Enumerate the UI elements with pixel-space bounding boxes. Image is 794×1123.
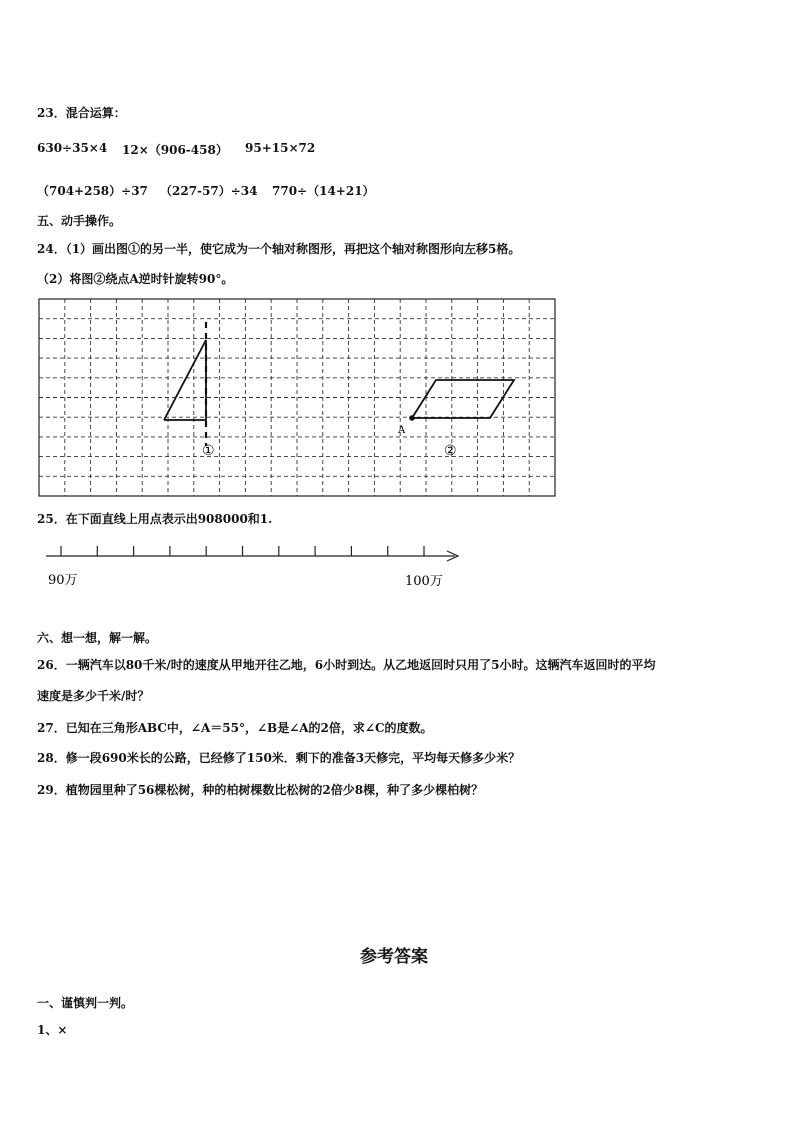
q23-expr-3: 95+15×72 xyxy=(245,141,316,155)
q29-text: 29．植物园里种了56棵松树，种的柏树棵数比松树的2倍少8棵，种了多少棵柏树？ xyxy=(37,783,484,797)
section-5-heading: 五、动手操作。 xyxy=(37,214,122,228)
q26-line-2: 速度是多少千米/时？ xyxy=(37,689,150,703)
figure-1-half-triangle xyxy=(164,322,206,446)
q23-expr-4: （704+258）÷37 xyxy=(37,184,148,198)
right-label-100-wan: 100万 xyxy=(405,574,443,589)
number-line-ticks xyxy=(61,546,424,556)
q27-text: 27．已知在三角形ABC中，∠A＝55°，∠B是∠A的2倍，求∠C的度数。 xyxy=(37,721,433,735)
number-line xyxy=(40,540,465,600)
q25-title: 25．在下面直线上用点表示出908000和1. xyxy=(37,512,273,526)
q24-line-1: 24．（1）画出图①的另一半，使它成为一个轴对称图形，再把这个轴对称图形向左移5格。 xyxy=(37,242,521,256)
figure-2-label: ② xyxy=(444,443,457,459)
answer-item-1: 1、× xyxy=(37,1023,68,1037)
point-a-label: A xyxy=(398,425,406,436)
figure-1-label: ① xyxy=(202,443,215,459)
q24-line-2: （2）将图②绕点A逆时针旋转90°。 xyxy=(37,272,234,286)
q23-title: 23．混合运算： xyxy=(37,106,126,120)
grid-dashed-lines xyxy=(39,299,555,496)
q23-expr-2: 12×（906-458） xyxy=(122,143,228,157)
q26-line-1: 26．一辆汽车以80千米/时的速度从甲地开往乙地，6小时到达。从乙地返回时只用了5小时。这辆汽车返回时的平均 xyxy=(37,658,656,672)
point-a-dot xyxy=(409,415,415,421)
q23-expr-6: 770÷（14+21） xyxy=(272,184,375,198)
q28-text: 28．修一段690米长的公路，已经修了150米．剩下的准备3天修完，平均每天修多少米？ xyxy=(37,751,521,765)
figure-2-parallelogram xyxy=(409,380,514,421)
q23-expr-1: 630÷35×4 xyxy=(37,141,108,155)
answers-section-1: 一、谨慎判一判。 xyxy=(37,996,134,1010)
q23-expr-5: （227-57）÷34 xyxy=(160,184,258,198)
grid-figure xyxy=(38,298,556,498)
section-6-heading: 六、想一想，解一解。 xyxy=(37,631,158,645)
left-label-90-wan: 90万 xyxy=(48,573,78,588)
answers-title: 参考答案 xyxy=(360,947,428,967)
